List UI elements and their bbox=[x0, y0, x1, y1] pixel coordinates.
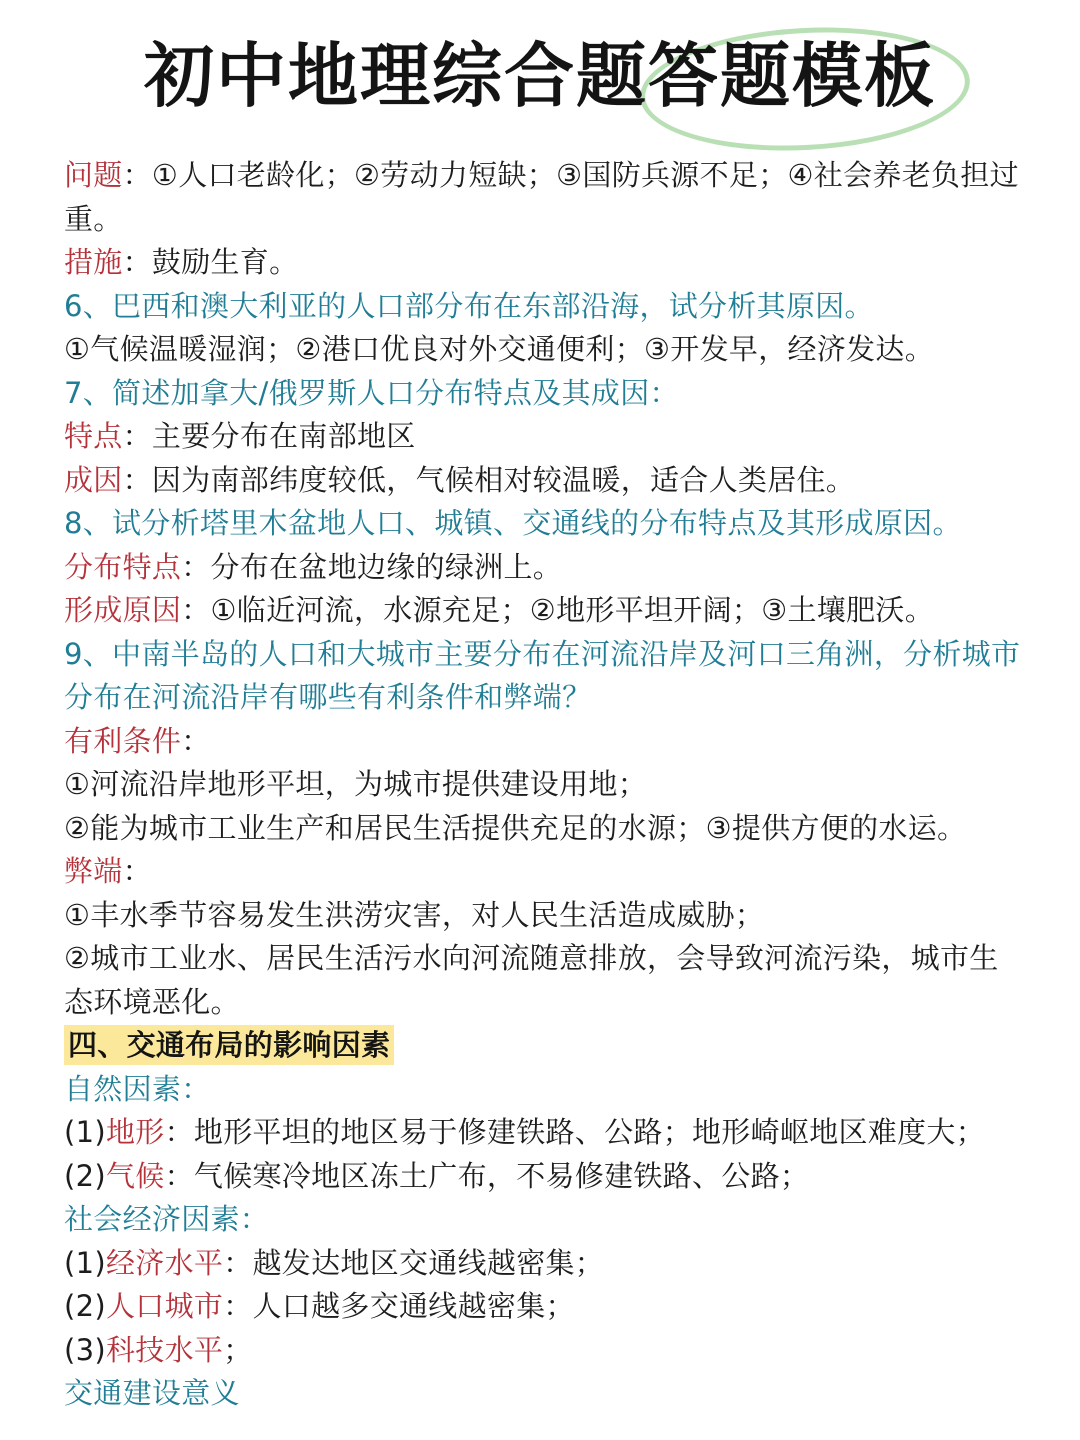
advantage-1: ①河流沿岸地形平坦，为城市提供建设用地； bbox=[64, 767, 647, 801]
question-7: 7、简述加拿大/俄罗斯人口分布特点及其成因： bbox=[64, 375, 679, 410]
text-problem: ：①人口老龄化；②劳动力短缺；③国防兵源不足；④社会养老负担过重。 bbox=[64, 158, 1019, 236]
line-advantage bbox=[64, 720, 1024, 764]
question-9: 9、中南半岛的人口和大城市主要分布在河流沿岸及河口三角洲，分析城市分布在河流沿岸有哪些有利条件和弊端？ bbox=[64, 636, 1021, 714]
prefix-climate: (2) bbox=[64, 1158, 106, 1193]
line-cause bbox=[64, 459, 1024, 503]
line-measure bbox=[64, 241, 1024, 285]
line-drawback bbox=[64, 850, 1024, 894]
section-heading: 四、交通布局的影响因素 bbox=[64, 1025, 394, 1065]
line-formation bbox=[64, 589, 1024, 633]
label-problem: 问题 bbox=[64, 158, 123, 192]
question-6: 6、巴西和澳大利亚的人口部分布在东部沿海，试分析其原因。 bbox=[64, 288, 874, 323]
line-distribution bbox=[64, 546, 1024, 590]
prefix-population: (2) bbox=[64, 1289, 106, 1323]
line-problem bbox=[64, 154, 1024, 241]
line-terrain bbox=[64, 1111, 1024, 1155]
text-cause: ：因为南部纬度较低，气候相对较温暖，适合人类居住。 bbox=[122, 462, 856, 497]
transport-significance: 交通建设意义 bbox=[64, 1376, 240, 1410]
label-terrain: 地形 bbox=[105, 1115, 165, 1149]
advantage-2: ②能为城市工业生产和居民生活提供充足的水源；③提供方便的水运。 bbox=[64, 810, 967, 845]
text-distribution: ：分布在盆地边缘的绿洲上。 bbox=[181, 549, 563, 584]
label-climate: 气候 bbox=[105, 1158, 165, 1193]
question-8: 8、试分析塔里木盆地人口、城镇、交通线的分布特点及其形成原因。 bbox=[64, 506, 962, 540]
text-economy: ：越发达地区交通线越密集； bbox=[223, 1245, 605, 1280]
text-advantage: ： bbox=[181, 723, 211, 758]
prefix-terrain: (1) bbox=[64, 1115, 106, 1149]
text-technology: ； bbox=[223, 1332, 253, 1367]
title-area bbox=[0, 18, 1080, 138]
line-technology bbox=[64, 1329, 1024, 1373]
label-cause: 成因 bbox=[64, 462, 123, 497]
text-feature: ：主要分布在南部地区 bbox=[122, 419, 416, 453]
text-formation: ：①临近河流，水源充足；②地形平坦开阔；③土壤肥沃。 bbox=[181, 593, 934, 627]
line-economy bbox=[64, 1242, 1024, 1286]
label-feature: 特点 bbox=[64, 419, 123, 453]
section-heading-line bbox=[64, 1024, 1024, 1068]
line-climate bbox=[64, 1155, 1024, 1199]
label-distribution: 分布特点 bbox=[64, 549, 182, 584]
label-economy: 经济水平 bbox=[105, 1245, 224, 1280]
drawback-2: ②城市工业水、居民生活污水向河流随意排放，会导致河流污染，城市生态环境恶化。 bbox=[64, 941, 999, 1019]
text-terrain: ：地形平坦的地区易于修建铁路、公路；地形崎岖地区难度大； bbox=[164, 1115, 985, 1149]
content-body bbox=[64, 154, 1024, 1416]
label-advantage: 有利条件 bbox=[64, 723, 182, 758]
natural-factors: 自然因素： bbox=[64, 1071, 211, 1106]
prefix-technology: (3) bbox=[64, 1332, 106, 1367]
line-feature bbox=[64, 415, 1024, 459]
answer-6: ①气候温暖湿润；②港口优良对外交通便利；③开发早，经济发达。 bbox=[64, 332, 934, 366]
page-title: 初中地理综合题答题模板 bbox=[144, 35, 936, 117]
prefix-economy: (1) bbox=[64, 1245, 106, 1280]
label-drawback: 弊端 bbox=[64, 854, 123, 888]
socioeconomic-factors: 社会经济因素： bbox=[64, 1202, 270, 1236]
text-measure: ：鼓励生育。 bbox=[122, 245, 299, 279]
drawback-1: ①丰水季节容易发生洪涝灾害，对人民生活造成威胁； bbox=[64, 897, 765, 932]
text-climate: ：气候寒冷地区冻土广布，不易修建铁路、公路； bbox=[164, 1158, 810, 1193]
text-drawback: ： bbox=[122, 854, 152, 888]
label-measure: 措施 bbox=[64, 245, 123, 279]
text-population: ：人口越多交通线越密集； bbox=[223, 1289, 575, 1323]
label-population: 人口城市 bbox=[105, 1289, 224, 1323]
label-technology: 科技水平 bbox=[105, 1332, 224, 1367]
label-formation: 形成原因 bbox=[64, 593, 182, 627]
line-population bbox=[64, 1285, 1024, 1329]
